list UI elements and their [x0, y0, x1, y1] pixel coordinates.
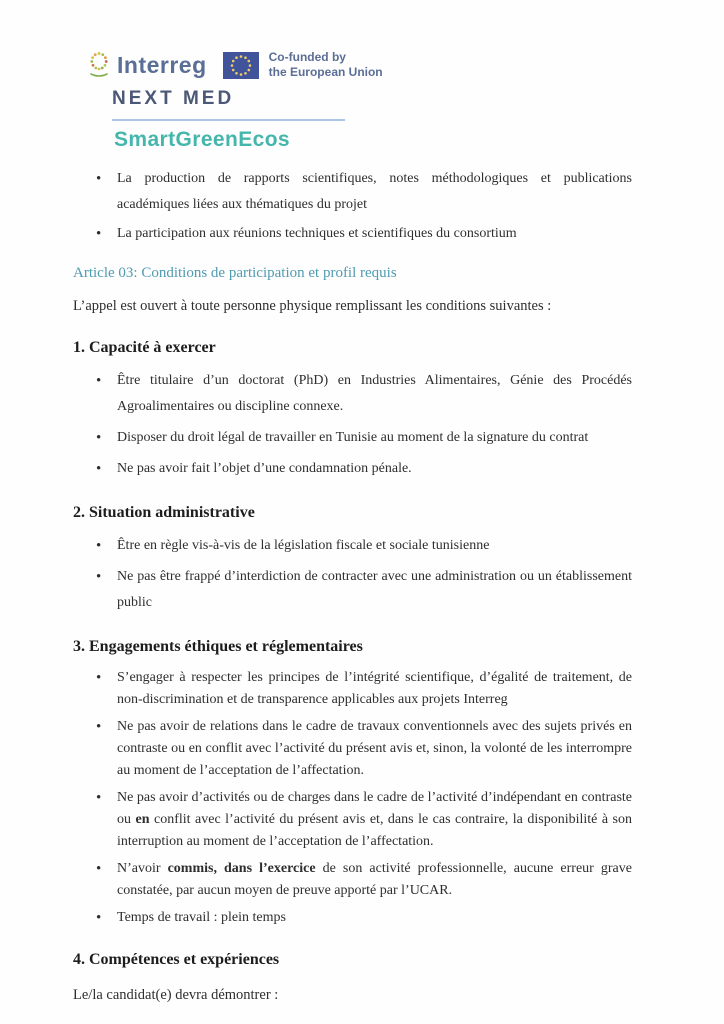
section-bullet-list — [73, 533, 632, 616]
section-title: 4. Compétences et expériences — [73, 951, 280, 968]
cofunded-line2: the European Union — [268, 65, 383, 79]
bullet-text: N’avoir — [117, 861, 168, 876]
program-name: NEXT MED — [112, 88, 235, 109]
opening-paragraph: L’appel est ouvert à toute personne physique remplissant les conditions suivantes : — [73, 298, 552, 314]
section-competences — [73, 948, 632, 972]
cofunded-label — [269, 50, 383, 80]
project-name: SmartGreenEcos — [114, 128, 291, 151]
eu-flag-icon — [223, 52, 259, 79]
bullet-item — [73, 716, 632, 782]
logo-header — [88, 48, 632, 152]
bullet-text: Disposer du droit légal de travailler en Tunisie au moment de la signature du contrat — [117, 430, 589, 445]
intro-bullet-item — [73, 221, 632, 247]
section-title: 3. Engagements éthiques et réglementaires — [73, 638, 363, 655]
bullet-text: S’engager à respecter les principes de l’intégrité scientifique, d’égalité de traitement, de non-discrimination et de transparence applicables aux projets Interreg — [117, 670, 632, 707]
interreg-circle-icon — [88, 50, 110, 80]
bullet-item — [73, 425, 632, 451]
bullet-text: Ne pas avoir d’activités ou de charges dans le cadre de l’activité d’indépendant en contraste ou — [117, 790, 632, 827]
bullet-item — [73, 667, 632, 711]
bullet-text: Ne pas avoir fait l’objet d’une condamnation pénale. — [117, 461, 412, 476]
bullet-text: conflit avec l’activité du présent avis et, dans le cas contraire, la disponibilité à son interruption au moment de l’acceptation de l’affectation. — [117, 812, 632, 849]
bullet-item — [73, 456, 632, 482]
bullet-item — [73, 787, 632, 853]
section-bullet-list — [73, 368, 632, 482]
interreg-wordmark: Interreg — [117, 51, 207, 78]
bullet-text: La participation aux réunions techniques et scientifiques du consortium — [117, 226, 517, 241]
section-title: 2. Situation administrative — [73, 504, 255, 521]
bullet-text-bold: commis, dans l’exercice — [167, 861, 316, 876]
bullet-text: Être titulaire d’un doctorat (PhD) en Industries Alimentaires, Génie des Procédés Agroalimentaires ou discipline connexe. — [117, 373, 632, 414]
intro-bullet-list — [73, 166, 632, 247]
bullet-text: Être en règle vis-à-vis de la législation fiscale et sociale tunisienne — [117, 538, 490, 553]
section-capacite — [73, 336, 632, 482]
cofunded-line1: Co-funded by — [268, 50, 346, 64]
bullet-item — [73, 533, 632, 559]
bullet-item — [73, 368, 632, 420]
bullet-text: Ne pas être frappé d’interdiction de contracter avec une administration ou un établissement public — [117, 569, 632, 610]
section-engagements — [73, 635, 632, 929]
section-title: 1. Capacité à exercer — [73, 339, 216, 356]
logo-divider — [112, 119, 345, 121]
bullet-item — [73, 907, 632, 929]
bullet-item — [73, 564, 632, 616]
interreg-logo — [88, 48, 632, 82]
bullet-text: La production de rapports scientifiques, notes méthodologiques et publications académiques liées aux thématiques du projet — [117, 171, 632, 212]
bullet-text: de son activité professionnelle, aucune erreur grave constatée, par aucun moyen de preuve apporté par l’UCAR. — [117, 861, 632, 898]
section-bullet-list — [73, 667, 632, 929]
bullet-text-bold: en — [135, 812, 150, 827]
intro-bullet-item — [73, 166, 632, 218]
closing-line: Le/la candidat(e) devra démontrer : — [73, 987, 279, 1003]
bullet-text: Temps de travail : plein temps — [117, 910, 286, 925]
article-heading: Article 03: Conditions de participation et profil requis — [73, 265, 397, 281]
bullet-text: Ne pas avoir de relations dans le cadre de travaux conventionnels avec des sujets privés en contraste ou en conflit avec l’activité du présent avis et, sinon, la volonté de les interrompre au moment de l’acceptation de l’affectation. — [117, 719, 632, 778]
section-situation — [73, 501, 632, 616]
bullet-item — [73, 858, 632, 902]
